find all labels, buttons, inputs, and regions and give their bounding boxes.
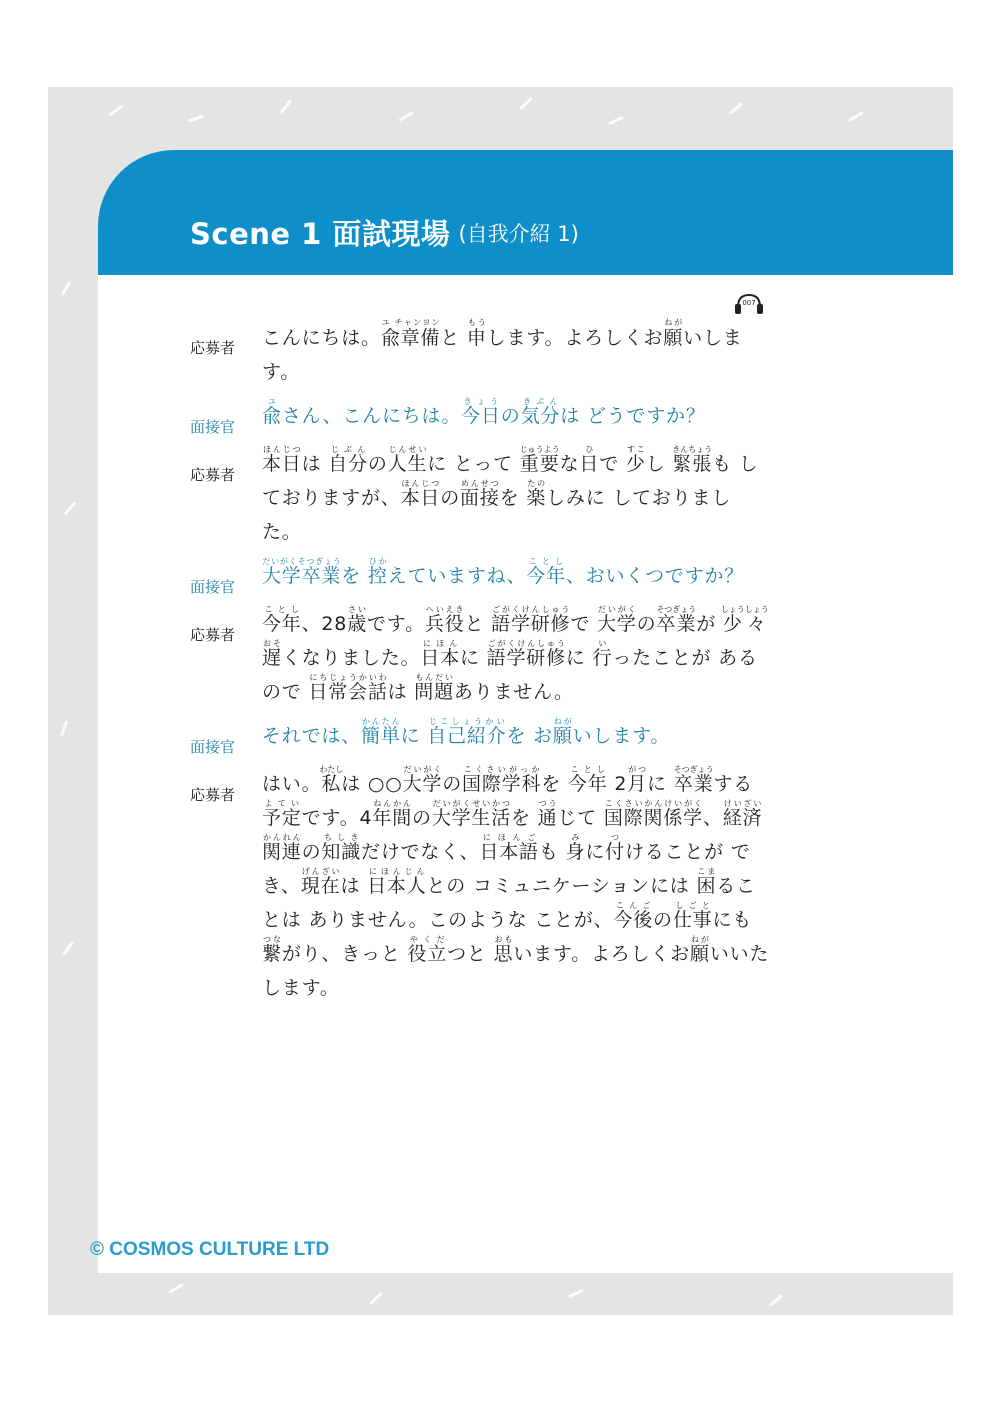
kanji-text: 今年 (526, 565, 566, 587)
ruby-word (627, 765, 648, 795)
ruby-word (420, 639, 461, 669)
furigana: そつぎょう (673, 765, 714, 774)
furigana: だいがくせいかつ (431, 799, 511, 808)
ruby-word (262, 935, 282, 965)
ruby-word (308, 673, 388, 703)
furigana: やくだ (407, 935, 448, 944)
furigana: へいえき (424, 605, 465, 614)
text-segment: つと (447, 943, 494, 965)
kanji-text: 日本語 (479, 841, 539, 863)
furigana: ユ チャンヨン (380, 318, 441, 327)
text-segment: の (412, 807, 432, 829)
furigana: ねが (663, 318, 684, 327)
dialogue-text (262, 605, 770, 709)
kanji-text: 知識 (321, 841, 362, 863)
ruby-word (491, 605, 571, 635)
kanji-text: 緊張 (672, 453, 713, 475)
text-segment: に (565, 647, 593, 669)
ruby-word (262, 799, 302, 829)
text-segment: は ○○ (341, 773, 403, 795)
ruby-word (380, 318, 441, 349)
text-segment: は どうですか？ (560, 405, 706, 427)
ruby-word (493, 935, 514, 965)
text-segment: がり、きっと (281, 943, 408, 965)
text-segment: いいたします。 (262, 943, 770, 999)
text-segment: は (301, 453, 329, 475)
kanji-text: 願 (690, 943, 710, 965)
text-segment: くなりました。 (281, 647, 421, 669)
text-segment: が (696, 613, 723, 635)
kanji-text: 関連 (262, 841, 302, 863)
kanji-text: 思 (493, 943, 514, 965)
dialogue-turn (190, 445, 770, 549)
text-segment: と (440, 327, 467, 349)
kanji-text: 人生 (387, 453, 428, 475)
kanji-text: 大学 (402, 773, 443, 795)
furigana: み (565, 833, 586, 842)
text-segment: えていますね、 (387, 565, 527, 587)
copyright-notice: © COSMOS CULTURE LTD (90, 1239, 330, 1260)
ruby-word (424, 605, 465, 635)
kanji-text: 兪 (262, 405, 282, 427)
furigana: すこ (625, 445, 646, 454)
kanji-text: 今日 (461, 405, 501, 427)
ruby-word (603, 799, 703, 829)
dialogue-turn (190, 717, 770, 757)
track-number: 007 (742, 299, 756, 307)
furigana: めんせつ (460, 479, 500, 488)
ruby-word (262, 445, 302, 475)
ruby-word (462, 765, 542, 795)
dialogue-text (262, 765, 770, 1005)
text-segment: の (440, 487, 461, 509)
furigana: にちじょうかいわ (308, 673, 388, 682)
kanji-text: 付 (605, 841, 625, 863)
ruby-word (663, 318, 684, 349)
dialogue-text (262, 717, 770, 753)
kanji-text: 国際関係学 (603, 807, 703, 829)
furigana: わたし (319, 765, 344, 774)
furigana: じぶん (328, 445, 368, 454)
text-segment: も (538, 841, 566, 863)
ruby-word (479, 833, 539, 863)
furigana: つ (605, 833, 625, 842)
furigana: がつ (627, 765, 648, 774)
furigana: ほんじつ (262, 445, 302, 454)
furigana: ほんじつ (400, 479, 441, 488)
headphones-icon[interactable] (734, 292, 764, 316)
scene-subtitle: (自我介紹 1) (458, 222, 579, 246)
furigana: おそ (262, 639, 282, 648)
text-segment: します。よろしくお (486, 327, 664, 349)
kanji-text: 今後 (613, 909, 654, 931)
ruby-word (431, 799, 512, 829)
kanji-text: 役立 (407, 943, 448, 965)
furigana: たの (526, 479, 547, 488)
kanji-text: 楽 (526, 487, 547, 509)
kanji-text: 年間 (372, 807, 412, 829)
furigana: しょうしょう (720, 605, 769, 614)
text-segment: の (301, 841, 322, 863)
ruby-word (672, 445, 713, 475)
dialogue-turn (190, 318, 770, 389)
kanji-text: 卒業 (673, 773, 714, 795)
ruby-word (526, 557, 566, 587)
dialogue-turn (190, 557, 770, 597)
ruby-word (486, 639, 566, 669)
ruby-word (367, 557, 388, 587)
text-segment: する (713, 773, 754, 795)
text-segment: さん、こんにちは。 (281, 405, 462, 427)
text-segment: 、おいくつですか？ (565, 565, 745, 587)
kanji-text: 申 (466, 327, 487, 349)
furigana: ねが (552, 717, 573, 726)
furigana: こんご (613, 901, 654, 910)
text-segment: ありません。 (453, 681, 574, 703)
ruby-word (461, 397, 501, 427)
ruby-word (625, 445, 646, 475)
speaker-label: 面接官 (190, 418, 236, 436)
furigana: じこしょうかい (427, 717, 507, 726)
furigana: つな (262, 935, 282, 944)
kanji-text: 大学卒業 (262, 565, 342, 587)
ruby-word (520, 397, 561, 427)
text-segment: います。よろしくお (513, 943, 691, 965)
kanji-text: 気分 (520, 405, 561, 427)
ruby-word (387, 445, 428, 475)
kanji-text: 面接 (460, 487, 500, 509)
kanji-text: 少々 (720, 613, 769, 635)
text-segment: しみに しておりました。 (262, 487, 732, 543)
ruby-word (328, 445, 368, 475)
ruby-word (579, 445, 600, 475)
ruby-word (407, 935, 448, 965)
ruby-word (690, 935, 710, 965)
text-segment: です。4 (301, 807, 373, 829)
kanji-text: 兪章備 (380, 327, 441, 349)
ruby-word (367, 867, 427, 897)
text-segment: いします。 (262, 327, 743, 383)
speaker-label: 応募者 (190, 786, 236, 804)
ruby-word (656, 605, 697, 635)
furigana: にほんじん (367, 867, 427, 876)
kanji-text: 日 (579, 453, 600, 475)
ruby-word (722, 799, 763, 829)
text-segment: も しておりますが、 (262, 453, 759, 509)
ruby-word (300, 867, 341, 897)
furigana: かんれん (262, 833, 302, 842)
furigana: そつぎょう (656, 605, 697, 614)
text-segment: な (559, 453, 580, 475)
text-segment: に (460, 647, 487, 669)
ruby-word (567, 765, 608, 795)
kanji-text: 願 (663, 327, 684, 349)
text-segment: ることは ありません。このような ことが、 (262, 875, 756, 931)
kanji-text: 身 (565, 841, 586, 863)
ruby-word (592, 639, 613, 669)
dialogue-text (262, 397, 770, 433)
kanji-text: 行 (592, 647, 613, 669)
furigana: にほん (420, 639, 461, 648)
text-segment: それでは、 (262, 725, 362, 747)
text-segment: けることが でき、 (262, 841, 751, 897)
ruby-word (319, 765, 344, 795)
text-segment: し (645, 453, 673, 475)
furigana: きんちょう (672, 445, 713, 454)
text-segment: に (647, 773, 674, 795)
furigana: ひ (579, 445, 600, 454)
furigana: ことし (262, 605, 302, 614)
furigana: じんせい (387, 445, 428, 454)
kanji-text: 自分 (328, 453, 368, 475)
furigana: ねが (690, 935, 710, 944)
ruby-word (347, 605, 367, 635)
kanji-text: 今年 (567, 773, 608, 795)
furigana: ごがくけんしゅう (486, 639, 566, 648)
furigana: ことし (567, 765, 608, 774)
text-segment: こんにちは。 (262, 327, 381, 349)
title-banner (98, 150, 953, 275)
dialogue-turn (190, 765, 770, 1005)
kanji-text: 繋 (262, 943, 282, 965)
kanji-text: 仕事 (672, 909, 713, 931)
kanji-text: 重要 (519, 453, 560, 475)
furigana: い (592, 639, 613, 648)
kanji-text: 願 (552, 725, 573, 747)
ruby-word (372, 799, 412, 829)
furigana: だいがくそつぎょう (262, 557, 342, 566)
kanji-text: 遅 (262, 647, 282, 669)
text-segment: を (541, 773, 568, 795)
dialogue-turn (190, 605, 770, 709)
furigana: けいざい (722, 799, 763, 808)
text-segment: に とって (427, 453, 520, 475)
text-segment: の (653, 909, 673, 931)
ruby-word (262, 557, 342, 587)
kanji-text: 簡単 (361, 725, 401, 747)
kanji-text: 本日 (400, 487, 441, 509)
ruby-word (466, 318, 487, 349)
kanji-text: 自己紹介 (427, 725, 507, 747)
ruby-word (402, 765, 443, 795)
ruby-word (400, 479, 441, 509)
kanji-text: 経済 (722, 807, 763, 829)
ruby-word (672, 901, 713, 931)
kanji-text: 大学 (596, 613, 637, 635)
kanji-text: 困 (696, 875, 717, 897)
furigana: こくさいがっか (462, 765, 542, 774)
text-segment: との コミュニケーションには (426, 875, 697, 897)
text-segment: で (570, 613, 597, 635)
ruby-word (696, 867, 717, 897)
text-segment: と (464, 613, 492, 635)
text-segment: は (340, 875, 368, 897)
text-segment: を (499, 487, 527, 509)
kanji-text: 語学研修 (486, 647, 566, 669)
kanji-text: 歳 (347, 613, 367, 635)
text-segment: の (636, 613, 657, 635)
furigana: だいがく (402, 765, 443, 774)
ruby-word (460, 479, 500, 509)
text-segment: の (442, 773, 463, 795)
furigana: ことし (526, 557, 566, 566)
furigana: よてい (262, 799, 302, 808)
ruby-word (414, 673, 454, 703)
ruby-word (519, 445, 560, 475)
furigana: おも (493, 935, 514, 944)
furigana: しごと (672, 901, 713, 910)
speaker-label: 応募者 (190, 466, 236, 484)
ruby-word (262, 639, 282, 669)
ruby-word (596, 605, 637, 635)
text-segment: で (599, 453, 626, 475)
furigana: にほんご (479, 833, 539, 842)
dialogue-text (262, 557, 770, 593)
text-segment: を お (506, 725, 553, 747)
furigana: だいがく (596, 605, 637, 614)
kanji-text: 現在 (300, 875, 341, 897)
kanji-text: 兵役 (424, 613, 465, 635)
text-segment: はい。 (262, 773, 322, 795)
kanji-text: 通 (537, 807, 558, 829)
furigana: ごがくけんしゅう (491, 605, 571, 614)
text-segment: 、28 (301, 613, 348, 635)
furigana: ユ (262, 397, 282, 406)
ruby-word (361, 717, 401, 747)
text-segment: だけでなく、 (361, 841, 480, 863)
scene-title: Scene 1 面試現場 (190, 217, 451, 251)
text-segment: じて (557, 807, 604, 829)
ruby-word (321, 833, 362, 863)
kanji-text: 大学生活 (431, 807, 512, 829)
furigana: げんざい (300, 867, 341, 876)
kanji-text: 卒業 (656, 613, 697, 635)
kanji-text: 少 (625, 453, 646, 475)
ruby-word (720, 605, 769, 635)
text-segment: 2 (607, 773, 628, 795)
ruby-word (605, 833, 625, 863)
ruby-word (613, 901, 654, 931)
furigana: さい (347, 605, 367, 614)
furigana: きぶん (520, 397, 561, 406)
furigana: かんたん (361, 717, 401, 726)
furigana: もう (466, 318, 487, 327)
furigana: こま (696, 867, 717, 876)
furigana: もんだい (414, 673, 454, 682)
text-segment: 、 (702, 807, 723, 829)
ruby-word (262, 833, 302, 863)
furigana: じゅうよう (519, 445, 560, 454)
kanji-text: 問題 (414, 681, 454, 703)
kanji-text: 月 (627, 773, 648, 795)
text-segment: の (367, 453, 388, 475)
ruby-word (552, 717, 573, 747)
kanji-text: 今年 (262, 613, 302, 635)
ruby-word (262, 605, 302, 635)
text-segment: です。 (367, 613, 425, 635)
ruby-word (427, 717, 507, 747)
kanji-text: 控 (367, 565, 388, 587)
dialogue-list (190, 318, 770, 1013)
ruby-word (262, 397, 282, 427)
ruby-word (673, 765, 714, 795)
page-title (190, 212, 579, 253)
text-segment: に (400, 725, 428, 747)
text-segment: を (511, 807, 538, 829)
speaker-label: 応募者 (190, 339, 236, 357)
furigana: つう (537, 799, 558, 808)
furigana: ひか (367, 557, 388, 566)
text-segment: に (585, 841, 606, 863)
ruby-word (537, 799, 558, 829)
furigana: ちしき (321, 833, 362, 842)
ruby-word (565, 833, 586, 863)
text-segment: は (387, 681, 415, 703)
ruby-word (526, 479, 547, 509)
dialogue-text (262, 318, 770, 389)
furigana: きょう (461, 397, 501, 406)
text-segment: にも (712, 909, 753, 931)
kanji-text: 語学研修 (491, 613, 571, 635)
text-segment: いします。 (572, 725, 671, 747)
kanji-text: 予定 (262, 807, 302, 829)
kanji-text: 日本 (420, 647, 461, 669)
speaker-label: 応募者 (190, 626, 236, 644)
kanji-text: 国際学科 (462, 773, 542, 795)
dialogue-text (262, 445, 770, 549)
kanji-text: 日常会話 (308, 681, 388, 703)
furigana: ねんかん (372, 799, 412, 808)
speaker-label: 面接官 (190, 738, 236, 756)
kanji-text: 本日 (262, 453, 302, 475)
text-segment: を (341, 565, 368, 587)
kanji-text: 日本人 (367, 875, 427, 897)
text-segment: の (500, 405, 521, 427)
kanji-text: 私 (319, 773, 344, 795)
text-segment: ったことが あるので (262, 647, 758, 703)
furigana: こくさいかんけいがく (603, 799, 703, 808)
speaker-label: 面接官 (190, 578, 236, 596)
dialogue-turn (190, 397, 770, 437)
